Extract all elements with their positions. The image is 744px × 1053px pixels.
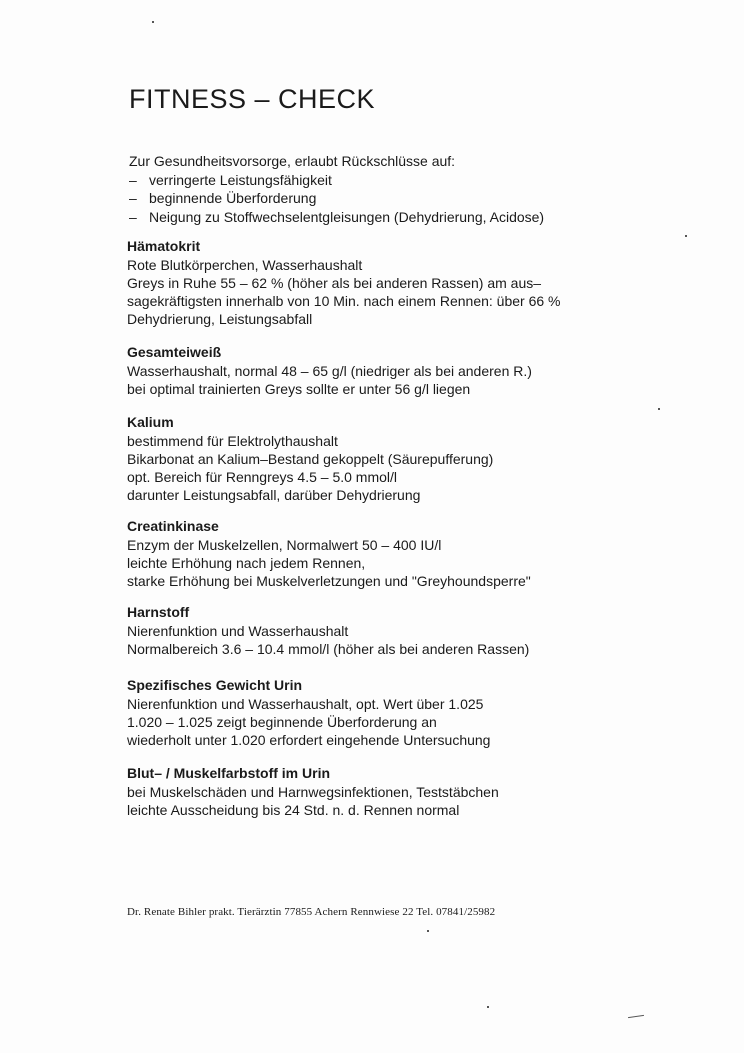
section-line: Rote Blutkörperchen, Wasserhaushalt — [127, 257, 363, 273]
section-line: leichte Ausscheidung bis 24 Std. n. d. Rennen normal — [127, 802, 460, 818]
footer-address: Dr. Renate Bihler prakt. Tierärztin 77855 Achern Rennwiese 22 Tel. 07841/25982 — [127, 906, 496, 918]
intro-item-text: verringerte Leistungsfähigkeit — [149, 171, 332, 188]
section-line: bei optimal trainierten Greys sollte er unter 56 g/l liegen — [127, 381, 471, 397]
scan-speck — [628, 1015, 644, 1018]
section-line: Greys in Ruhe 55 – 62 % (höher als bei anderen Rassen) am aus– — [127, 275, 542, 291]
section-creatinkinase — [127, 517, 531, 590]
section-kalium — [127, 413, 493, 504]
section-line: Enzym der Muskelzellen, Normalwert 50 – 400 IU/l — [127, 537, 442, 553]
section-line: Bikarbonat an Kalium–Bestand gekoppelt (Säurepufferung) — [127, 451, 494, 467]
section-line: sagekräftigsten innerhalb von 10 Min. nach einem Rennen: über 66 % — [127, 293, 561, 309]
scan-speck — [487, 1006, 489, 1008]
section-line: bestimmend für Elektrolythaushalt — [127, 433, 338, 449]
section-heading: Creatinkinase — [127, 518, 219, 534]
section-heading: Harnstoff — [127, 604, 190, 620]
section-heading: Gesamteiweiß — [127, 344, 222, 360]
section-harnstoff — [127, 603, 529, 658]
intro-list-item — [129, 208, 544, 227]
intro-lead: Zur Gesundheitsvorsorge, erlaubt Rückschlüsse auf: — [129, 153, 456, 169]
list-dash: – — [129, 208, 137, 225]
section-line: wiederholt unter 1.020 erfordert eingehende Untersuchung — [127, 732, 491, 748]
section-heading: Kalium — [127, 414, 174, 430]
section-line: starke Erhöhung bei Muskelverletzungen und "Greyhoundsperre" — [127, 573, 531, 589]
section-line: Nierenfunktion und Wasserhaushalt, opt. Wert über 1.025 — [127, 696, 484, 712]
intro-list-item — [129, 171, 544, 190]
section-gesamteiweiss — [127, 343, 532, 398]
section-line: Dehydrierung, Leistungsabfall — [127, 311, 313, 327]
section-haematokrit — [127, 237, 561, 328]
list-dash: – — [129, 171, 137, 188]
intro-item-text: Neigung zu Stoffwechselentgleisungen (Dehydrierung, Acidose) — [149, 208, 545, 225]
list-dash: – — [129, 190, 137, 206]
section-line: 1.020 – 1.025 zeigt beginnende Überforderung an — [127, 714, 437, 730]
section-line: bei Muskelschäden und Harnwegsinfektionen, Teststäbchen — [127, 784, 499, 800]
section-line: opt. Bereich für Renngreys 4.5 – 5.0 mmol/l — [127, 469, 398, 485]
section-line: leichte Erhöhung nach jedem Rennen, — [127, 555, 366, 571]
section-line: Wasserhaushalt, normal 48 – 65 g/l (niedriger als bei anderen R.) — [127, 363, 532, 379]
scan-speck — [658, 408, 660, 410]
page-title: FITNESS – CHECK — [129, 84, 376, 114]
section-heading: Blut– / Muskelfarbstoff im Urin — [127, 765, 331, 781]
section-heading: Spezifisches Gewicht Urin — [127, 677, 303, 693]
section-line: Normalbereich 3.6 – 10.4 mmol/l (höher als bei anderen Rassen) — [127, 641, 530, 657]
section-line: Nierenfunktion und Wasserhaushalt — [127, 623, 349, 639]
scan-speck — [152, 21, 154, 23]
intro-item-text: beginnende Überforderung — [149, 190, 317, 206]
intro-list-item — [129, 189, 544, 208]
section-spezifisches-gewicht-urin — [127, 676, 490, 749]
section-heading: Hämatokrit — [127, 238, 201, 254]
section-blut-muskelfarbstoff — [127, 764, 499, 819]
section-line: darunter Leistungsabfall, darüber Dehydrierung — [127, 487, 421, 503]
scan-speck — [685, 235, 687, 237]
intro-block — [129, 152, 544, 226]
scan-speck — [427, 930, 429, 932]
